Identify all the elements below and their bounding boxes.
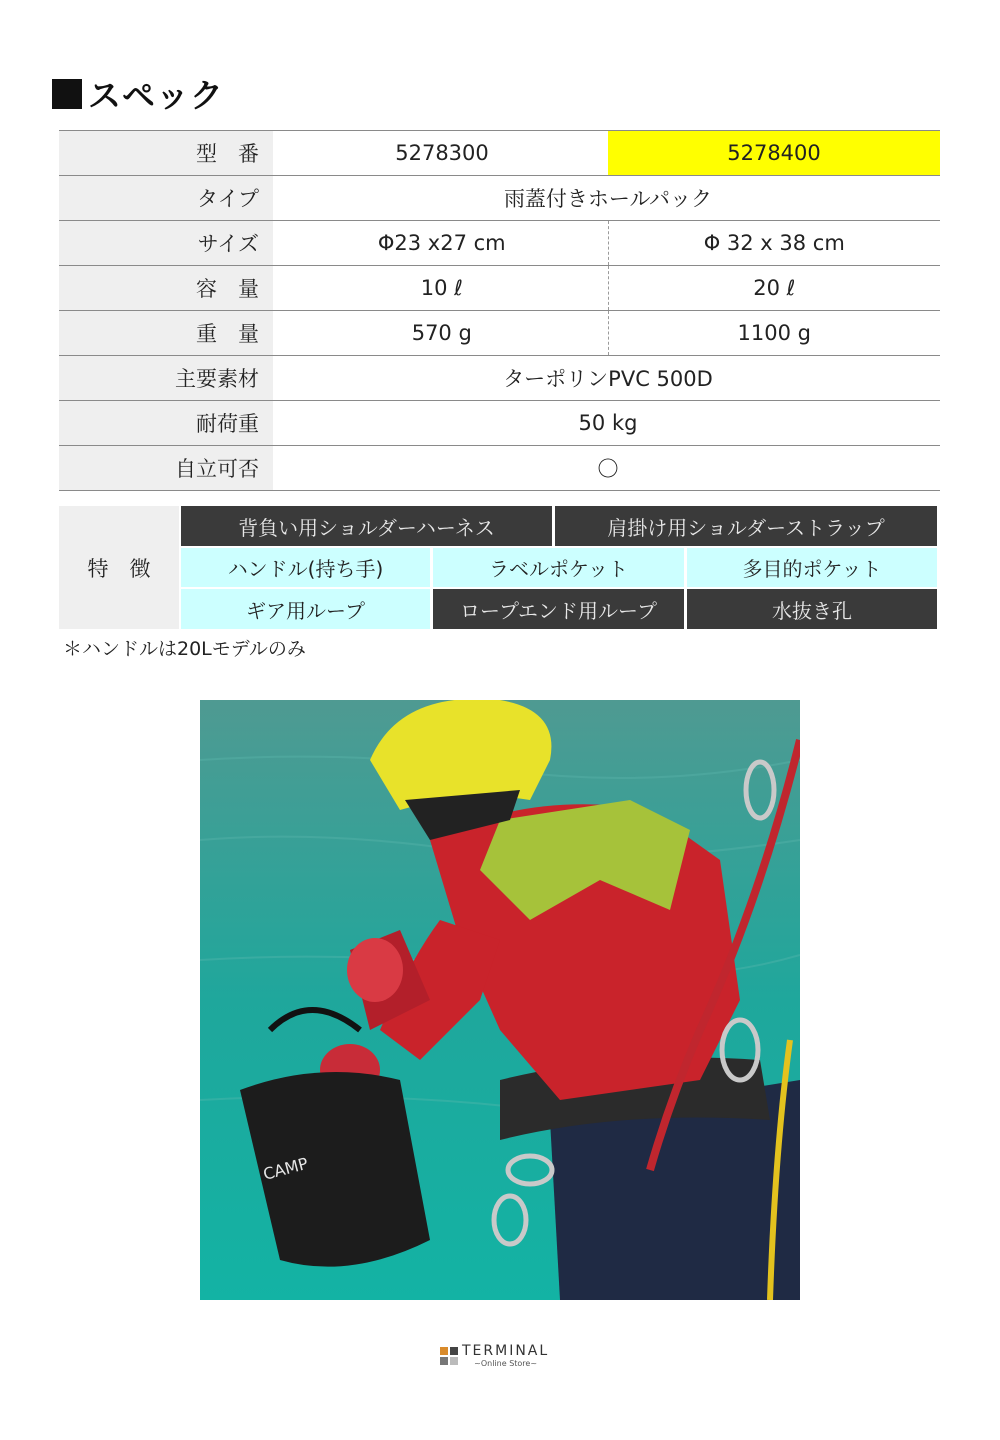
feature-item: 背負い用ショルダーハーネス [181, 506, 552, 546]
spec-label: 重 量 [59, 311, 276, 355]
spec-value-b: 5278400 [608, 131, 940, 175]
spec-value-b: Φ 32 x 38 cm [703, 231, 845, 255]
feature-item: 肩掛け用ショルダーストラップ [555, 506, 937, 546]
feature-item: ラベルポケット [433, 548, 684, 587]
feature-item: ロープエンド用ループ [433, 589, 684, 629]
spec-value-a: 5278300 [395, 141, 489, 165]
spec-row-type [59, 176, 940, 221]
spec-table [59, 130, 940, 491]
feature-item: 水抜き孔 [687, 589, 937, 629]
logo-mark-icon [440, 1347, 458, 1365]
spec-row-capacity [59, 266, 940, 311]
spec-label: 型 番 [59, 131, 276, 175]
feature-item: ハンドル(持ち手) [181, 548, 430, 587]
spec-row-load [59, 401, 940, 446]
spec-row-size [59, 221, 940, 266]
spec-value-a: 570 g [276, 311, 609, 355]
feature-item: ギア用ループ [181, 589, 430, 629]
spec-value: 50 kg [578, 411, 638, 435]
feature-item: 多目的ポケット [687, 548, 937, 587]
climber-photo-illustration [200, 700, 800, 1300]
product-photo [200, 700, 800, 1300]
spec-value: 〇 [597, 457, 619, 481]
logo-brand: TERMINAL [462, 1343, 550, 1359]
spec-label: タイプ [59, 176, 276, 220]
spec-value-a: 10 ℓ [276, 266, 609, 310]
spec-value: 雨蓋付きホールパック [503, 187, 713, 211]
bag-brand-text: CAMP [261, 1153, 311, 1184]
spec-value-a: Φ23 x27 cm [276, 221, 609, 265]
spec-label: 容 量 [59, 266, 276, 310]
features-table [59, 506, 940, 629]
page-title [52, 70, 224, 117]
square-bullet-icon [52, 79, 82, 109]
footer-logo [440, 1344, 549, 1368]
spec-label: 主要素材 [59, 356, 276, 400]
footnote: ＊ハンドルは20Lモデルのみ [63, 638, 306, 660]
spec-value: ターポリンPVC 500D [503, 367, 713, 391]
spec-label: 自立可否 [59, 446, 276, 490]
features-label: 特 徴 [59, 506, 179, 629]
spec-label: 耐荷重 [59, 401, 276, 445]
spec-value-b: 20 ℓ [753, 276, 796, 300]
spec-row-material [59, 356, 940, 401]
spec-value-b: 1100 g [737, 321, 811, 345]
spec-row-freestanding [59, 446, 940, 491]
logo-subtitle: ~Online Store~ [474, 1359, 538, 1368]
spec-label: サイズ [59, 221, 276, 265]
page-title-text: スペック [88, 76, 224, 115]
spec-row-model [59, 130, 940, 176]
spec-row-weight [59, 311, 940, 356]
